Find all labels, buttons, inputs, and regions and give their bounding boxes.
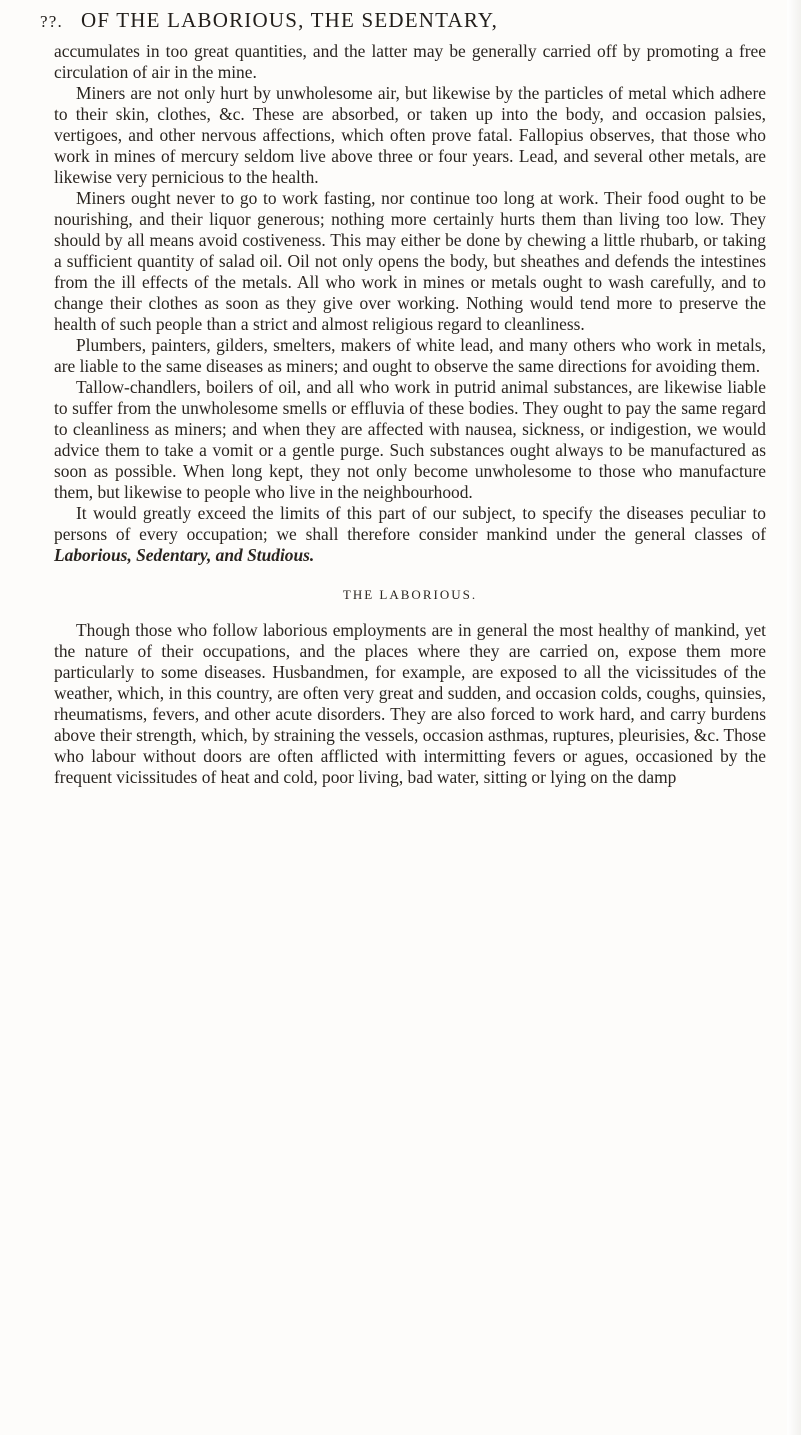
section-heading: THE LABORIOUS.: [342, 587, 478, 602]
paragraph-continued: accumulates in too great quantities, and the latter may be generally carried off by promoting a free circulation of air in the mine.: [54, 41, 766, 82]
scan-edge: [787, 0, 801, 1435]
paragraph-laborious: Though those who follow laborious employments are in general the most healthy of mankind, yet the nature of their occupations, and the places where they are carried on, expose them more particularly to some diseases. Husbandmen, for example, are exposed to all the vicissitudes of the weather, which, in this country, are often very great and sudden, and occasion colds, coughs, quinsies, rheumatisms, fevers, and other acute disorders. They are also forced to work hard, and carry burdens above their strength, which, by straining the vessels, occasion asthmas, ruptures, pleurisies, &c. Those who labour without doors are often afflicted with intermitting fevers or agues, occasioned by the frequent vicissitudes of heat and cold, poor living, bad water, sitting or lying on the damp: [54, 620, 766, 787]
running-head: [40, 8, 760, 33]
page-number: ??.: [40, 12, 63, 31]
body-text: [54, 41, 766, 788]
paragraph-plumbers: Plumbers, painters, gilders, smelters, makers of white lead, and many others who work in metals, are liable to the same diseases as miners; and ought to observe the same directions for avoiding them.: [54, 335, 766, 376]
paragraph-tallow-chandlers: Tallow-chandlers, boilers of oil, and all who work in putrid animal substances, are likewise liable to suffer from the unwholesome smells or effluvia of these bodies. They ought to pay the same regard to cleanliness as miners; and when they are affected with nausea, sickness, or indigestion, we would advice them to take a vomit or a gentle purge. Such substances ought always to be manufactured as soon as possible. When long kept, they not only become unwholesome to those who manufacture them, but likewise to people who live in the neighbourhood.: [54, 377, 766, 502]
classes-list: Laborious, Sedentary, and Studious.: [54, 545, 315, 565]
classes-intro: It would greatly exceed the limits of this part of our subject, to specify the diseases peculiar to persons of every occupation; we shall therefore consider mankind under the general classes of: [54, 503, 766, 544]
paragraph-miners-metals: Miners are not only hurt by unwholesome air, but likewise by the particles of metal which adhere to their skin, clothes, &c. These are absorbed, or taken up into the body, and occasion palsies, vertigoes, and other nervous affections, which often prove fatal. Fallopius observes, that those who work in mines of mercury seldom live above three or four years. Lead, and several other metals, are likewise very pernicious to the health.: [54, 83, 766, 187]
running-title: OF THE LABORIOUS, THE SEDENTARY,: [80, 8, 499, 32]
paragraph-general-classes: [54, 503, 766, 566]
paragraph-miners-advice: Miners ought never to go to work fasting, nor continue too long at work. Their food ought to be nourishing, and their liquor generous; nothing more certainly hurts them than living too low. They should by all means avoid costiveness. This may either be done by chewing a little rhubarb, or taking a sufficient quantity of salad oil. Oil not only opens the body, but sheathes and defends the intestines from the ill effects of the metals. All who work in mines or metals ought to wash carefully, and to change their clothes as soon as they give over working. Nothing would tend more to preserve the health of such people than a strict and almost religious regard to cleanliness.: [54, 188, 766, 334]
